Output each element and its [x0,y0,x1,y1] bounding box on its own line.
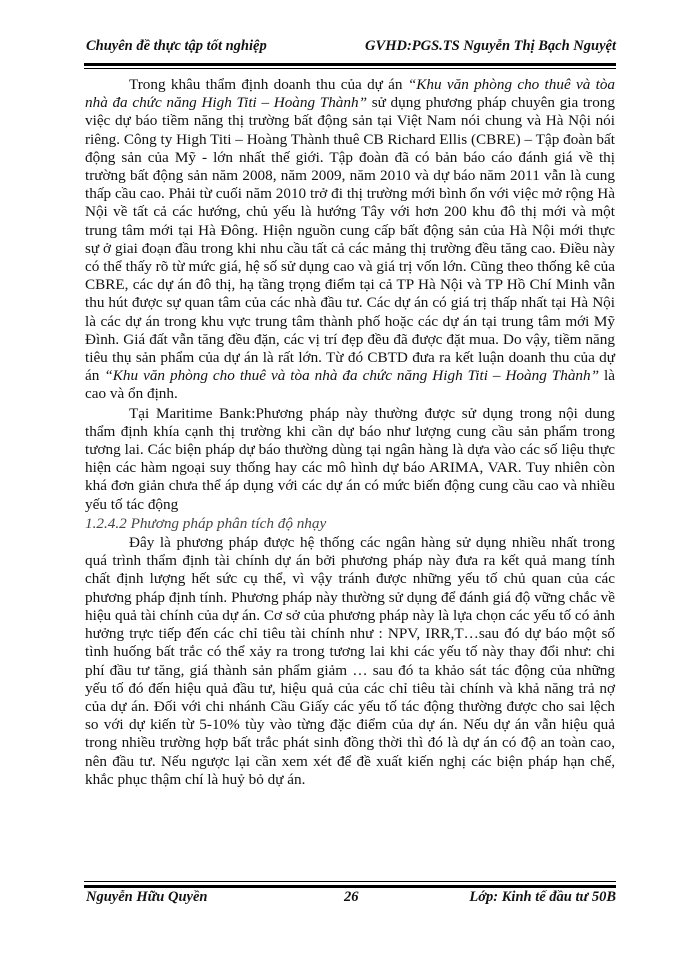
header-rule-thin [84,68,616,69]
text-span: sử dụng phương pháp chuyên gia trong việc dự báo tiềm năng thị trường bất động sản tại Việt Nam nói chung và Hà Nội nói riêng. Công ty High Titi – Hoàng Thành thuê CB Richard Ellis (CBRE) – Tập đoàn bất động sản của Mỹ - lớn nhất thế giới. Tập đoàn đã có bản báo cáo đánh giá về thị trường bất động sản năm 2008, năm 2009, năm 2010 và dự báo năm 2011 vẫn là cung thấp cầu cao. Phải từ cuối năm 2010 trở đi thị trường mới bình ổn với việc mở rộng Hà Nội về tất cả các hướng, chủ yếu là hướng Tây với hơn 200 khu đô thị mới và một trung tâm mới tại Hà Đông. Hiện nguồn cung cấp bất động sản của Hà Nội mới thực sự ở giai đoạn đầu trong khi nhu cầu tất cả các mảng thị trường đều tăng cao. Điều này có thể thấy rõ từ mức giá, hệ số sử dụng cao và giá trị vốn lớn. Cũng theo thống kê của CBRE, các dự án đô thị, hạ tầng trọng điểm tại cả TP Hà Nội và TP Hồ Chí Minh vẫn thu hút được sự quan tâm của các nhà đầu tư. Các dự án có giá trị thấp nhất tại Hà Nội là các dự án trong khu vực trung tâm thành phố hoặc các dự án tại trung tâm mới Mỹ Đình. Giá đất vẫn tăng đều đặn, các vị trí đẹp đều đã được đặt mua. Do vậy, tiềm năng tiêu thụ sản phẩm của dự án là rất lớn. Từ đó CBTD đưa ra kết luận doanh thu của dự án [85,94,615,385]
text-span: là cao và ổn định. [85,367,616,403]
section-subheading: 1.2.4.2 Phương pháp phân tích độ nhạy [85,514,327,532]
header-rule-thick [84,63,616,66]
footer-class: Lớp: Kinh tế đầu tư 50B [469,889,616,905]
paragraph-revenue-appraisal [85,76,615,404]
header-right-supervisor: GVHD:PGS.TS Nguyễn Thị Bạch Nguyệt [365,38,616,54]
page-number: 26 [344,889,359,905]
footer-rule-thin [84,881,616,882]
project-name-italic: “Khu văn phòng cho thuê và tòa nhà đa chức năng High Titi – Hoàng Thành” [104,367,600,385]
footer-rule-thick [84,885,616,888]
body-text [85,76,615,789]
header-left-title: Chuyên đề thực tập tốt nghiệp [86,38,267,54]
footer-author: Nguyễn Hữu Quyền [86,889,208,905]
paragraph-sensitivity-analysis: Đây là phương pháp được hệ thống các ngân hàng sử dụng nhiều nhất trong quá trình thẩm định tài chính dự án bởi phương pháp này đưa ra kết quả mang tính chất định lượng hết sức cụ thể, vì vậy tránh được những yếu tố chủ quan của các phương pháp định tính. Phương pháp này thường sử dụng để đánh giá độ vững chắc về hiệu quả tài chính của dự án. Cơ sở của phương pháp này là lựa chọn các yếu tố có ảnh hưởng trực tiếp đến các chỉ tiêu tài chính như : NPV, IRR,T…sau đó dự báo một số tình huống bất trắc có thể xảy ra trong tương lai khi các yếu tố này thay đổi như: chi phí đầu tư tăng, giá thành sản phẩm giảm … sau đó ta khảo sát tác động của những yếu tố đó đến hiệu quả đầu tư, hiệu quả của các chỉ tiêu tài chính và khả năng trả nợ của dự án. Đối với chi nhánh Cầu Giấy các yếu tố tác động thường được cho sai lệch so với dự kiến từ 5-10% tùy vào từng đặc điểm của dự án. Nếu dự án vẫn hiệu quả trong nhiều trường hợp bất trắc phát sinh đồng thời thì đó là dự án có độ an toàn cao, nên đầu tư. Nếu ngược lại cần xem xét để đề xuất kiến nghị các biện pháp hạn chế, khắc phục thậm chí là huỷ bỏ dự án. [85,534,615,788]
paragraph-maritime-bank: Tại Maritime Bank:Phương pháp này thường được sử dụng trong nội dung thẩm định khía cạnh thị trường khi cần dự báo như lượng cung cầu sản phẩm trong tương lai. Các biện pháp dự báo thường dùng tại ngân hàng là dựa vào các số liệu thực hiện các hàm ngoại suy thống hay các mô hình dự báo ARIMA, VAR. Tuy nhiên còn khá đơn giản chưa thể áp dụng với các dự án có mức biến động cung cầu cao và nhiều yếu tố tác động [85,404,615,513]
text-span: Trong khâu thẩm định doanh thu của dự án [129,76,408,93]
project-name-italic: “Khu văn phòng cho thuê và tòa nhà đa chức năng High Titi – Hoàng Thành” [85,76,616,112]
page-header [86,38,616,55]
